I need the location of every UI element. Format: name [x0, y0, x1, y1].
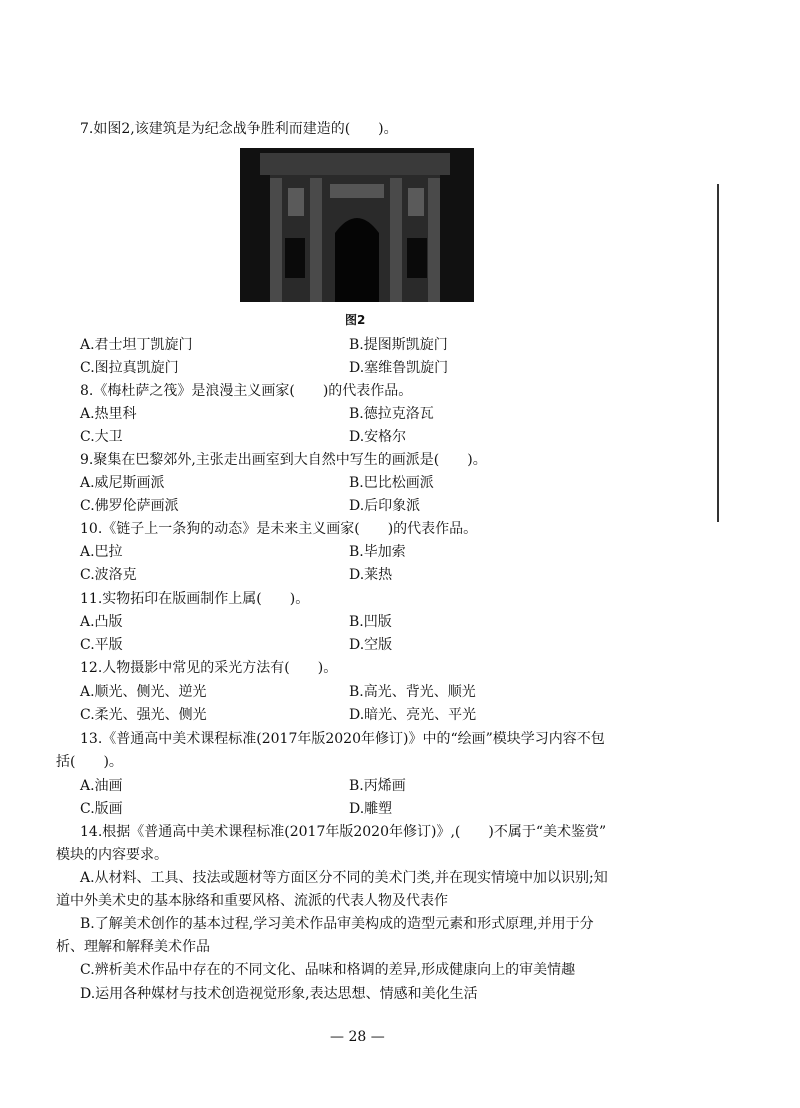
q10-option-d: D.莱热	[349, 567, 393, 583]
q10-option-b: B.毕加索	[349, 544, 406, 560]
q8-option-c: C.大卫	[80, 429, 123, 445]
q7-stem: 7.如图2,该建筑是为纪念战争胜利而建造的( )。	[80, 121, 398, 137]
q9-option-c: C.佛罗伦萨画派	[80, 498, 179, 514]
q12-stem: 12.人物摄影中常见的采光方法有( )。	[80, 660, 338, 676]
q14-stem-line1: 14.根据《普通高中美术课程标准(2017年版2020年修订)》,( )不属于“美术鉴赏”	[80, 824, 607, 840]
q14-option-a-line2: 道中外美术史的基本脉络和重要风格、流派的代表人物及代表作	[56, 893, 448, 909]
q12-option-d: D.暗光、亮光、平光	[349, 707, 477, 723]
q12-option-a: A.顺光、侧光、逆光	[80, 684, 207, 700]
q8-option-b: B.德拉克洛瓦	[349, 406, 434, 422]
q13-option-b: B.丙烯画	[349, 778, 406, 794]
q10-option-a: A.巴拉	[80, 544, 123, 560]
q7-option-a: A.君士坦丁凯旋门	[80, 337, 193, 353]
q13-stem-line1: 13.《普通高中美术课程标准(2017年版2020年修订)》中的“绘画”模块学习内容不包	[80, 731, 605, 747]
q12-option-b: B.高光、背光、顺光	[349, 684, 476, 700]
q13-option-c: C.版画	[80, 801, 123, 817]
q13-stem-line2: 括( )。	[56, 754, 123, 770]
q12-option-c: C.柔光、强光、侧光	[80, 707, 207, 723]
q8-stem: 8.《梅杜萨之筏》是浪漫主义画家( )的代表作品。	[80, 383, 413, 399]
q14-option-b-line2: 析、理解和解释美术作品	[56, 939, 210, 955]
q13-option-d: D.雕塑	[349, 801, 393, 817]
q14-option-a-line1: A.从材料、工具、技法或题材等方面区分不同的美术门类,并在现实情境中加以识别;知	[80, 870, 608, 886]
q14-option-d: D.运用各种媒材与技术创造视觉形象,表达思想、情感和美化生活	[80, 986, 478, 1002]
q14-option-c: C.辨析美术作品中存在的不同文化、品味和格调的差异,形成健康向上的审美情趣	[80, 962, 576, 978]
q7-option-c: C.图拉真凯旋门	[80, 360, 179, 376]
q8-option-d: D.安格尔	[349, 429, 407, 445]
q7-option-d: D.塞维鲁凯旋门	[349, 360, 449, 376]
arch-image	[240, 148, 474, 302]
q9-option-b: B.巴比松画派	[349, 475, 434, 491]
q10-stem: 10.《链子上一条狗的动态》是未来主义画家( )的代表作品。	[80, 521, 478, 537]
figure-caption: 图2	[345, 313, 366, 327]
q9-option-d: D.后印象派	[349, 498, 421, 514]
q9-stem: 9.聚集在巴黎郊外,主张走出画室到大自然中写生的画派是( )。	[80, 452, 487, 468]
q11-option-a: A.凸版	[80, 614, 123, 630]
q8-option-a: A.热里科	[80, 406, 137, 422]
q11-option-d: D.空版	[349, 637, 393, 653]
q14-stem-line2: 模块的内容要求。	[56, 847, 168, 863]
q11-option-b: B.凹版	[349, 614, 392, 630]
q11-stem: 11.实物拓印在版画制作上属( )。	[80, 591, 310, 607]
q7-option-b: B.提图斯凯旋门	[349, 337, 448, 353]
q10-option-c: C.波洛克	[80, 567, 137, 583]
page-number: — 28 —	[330, 1029, 385, 1045]
margin-rule	[717, 184, 719, 522]
q13-option-a: A.油画	[80, 778, 123, 794]
arch-photo	[240, 148, 474, 302]
q9-option-a: A.威尼斯画派	[80, 475, 165, 491]
q14-option-b-line1: B.了解美术创作的基本过程,学习美术作品审美构成的造型元素和形式原理,并用于分	[80, 916, 594, 932]
q11-option-c: C.平版	[80, 637, 123, 653]
